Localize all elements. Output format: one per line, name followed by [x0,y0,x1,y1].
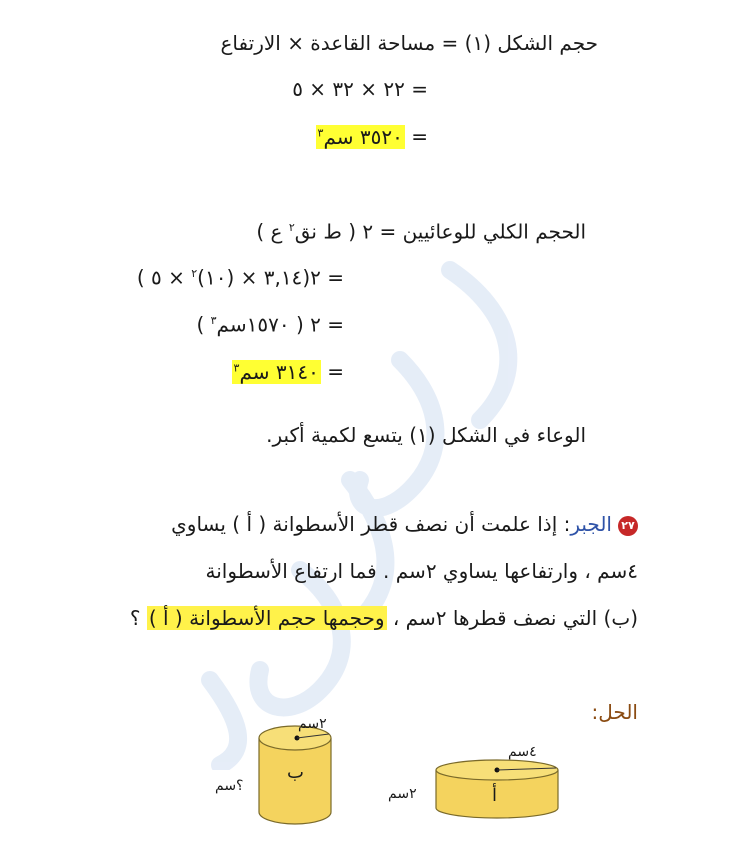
problem-line-1 [171,509,638,539]
total-volume-substitution [137,259,344,293]
problem-highlight: وحجمها حجم الأسطوانة ( أ ) [148,606,385,630]
problem-text: (ب) التي نصف قطرها ٢سم ، [386,606,638,630]
substitution-exponent: ٢ [191,267,198,280]
question-mark: ؟ [129,606,147,630]
cylinder-b-radius: ٢سم [298,716,327,732]
highlighted-result [316,125,405,149]
step-exponent: ٣ [210,314,217,327]
problem-line-2: ٤سم ، وارتفاعها يساوي ٢سم . فما ارتفاع الأسطوانة [205,559,638,583]
substitution-part-end: × ٥ ) [136,265,192,290]
conclusion-text: الوعاء في الشكل (١) يتسع لكمية أكبر. [266,423,586,447]
total-volume-step [196,306,344,340]
formula-part: الحجم الكلي للوعائيين = ٢ ( ط نق [294,219,586,244]
result-exponent: ٣ [233,361,240,374]
cylinder-a-height: ٢سم [388,786,417,802]
result-value: ٣١٤٠ سم [239,359,319,384]
volume-shape1-result [316,118,428,152]
problem-line-3 [130,603,638,633]
formula-part-end: ع ) [256,219,289,244]
total-volume-result [232,353,344,387]
substitution-part: = ٢(٣,١٤ × (١٠) [197,265,344,290]
problem-topic: الجبر [570,512,612,536]
cylinder-a-radius: ٤سم [508,744,537,760]
formula-exponent: ٢ [288,221,295,234]
step-part-end: ) [196,312,211,337]
problem-text: : إذا علمت أن نصف قطر الأسطوانة ( أ ) يساوي [171,512,571,536]
volume-shape1-formula: حجم الشكل (١) = مساحة القاعدة × الارتفاع [220,31,598,55]
result-exponent: ٣ [317,126,324,139]
highlighted-result [232,360,321,384]
volume-shape1-substitution: = ٢٢ × ٣٢ × ٥ [292,77,428,101]
result-value: ٣٥٢٠ سم [323,124,403,149]
total-volume-formula [256,213,586,247]
equals-sign: = [411,124,428,149]
cylinder-a-letter: أ [492,785,498,806]
equals-sign: = [327,359,344,384]
solution-label: الحل: [591,700,638,724]
cylinder-b-height: ؟سم [215,778,244,794]
problem-number-badge: ٢٧ [618,516,638,536]
cylinder-b-letter: ب [287,762,304,783]
step-part: = ٢ ( ١٥٧٠سم [216,312,344,337]
